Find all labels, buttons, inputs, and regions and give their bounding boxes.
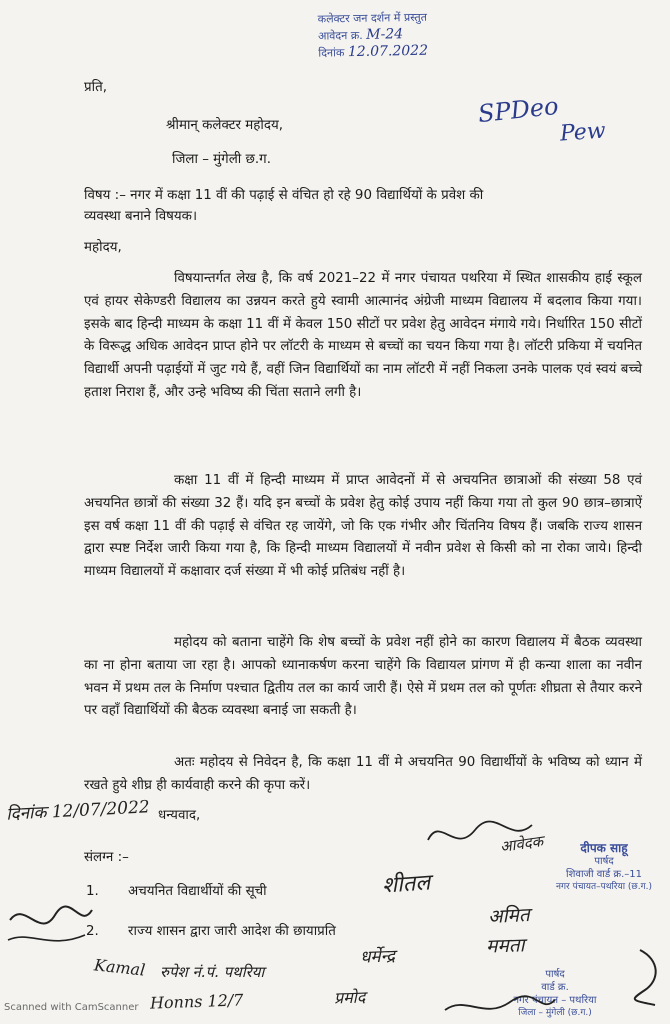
stamp-line-3 (318, 41, 508, 61)
greeting: महोदय, (84, 240, 122, 255)
paragraph-1-text: विषयान्तर्गत लेख है, कि वर्ष 2021–22 में नगर पंचायत पथरिया में स्थित शासकीय हाई स्कूल एवं हायर सेकेण्डरी विद्यालय का उन्नयन करते हुये स्वामी आत्मानंद अंग्रेजी माध्यम विद्यालय में बदलाव किया गया। इसके बाद हिन्दी माध्यम के कक्षा 11 वीं में केवल 150 सीटों पर प्रवेश हेतु आवेदन मंगाये गये। निर्धारित 150 सीटों के विरूद्ध अधिक आवेदन प्राप्त होने पर लॉटरी के माध्यम से बच्चों का चयन किया गया है। लॉटरी प्रकिया में चयनित विद्यार्थी अपनी पढ़ाईयों में जुट गये हैं, वहीं जिन विद्यार्थियों का नाम लॉटरी में नहीं निकला उनके पालक एवं स्वयं बच्चे हताश निराश हैं, और उन्हे भविष्य की चिंता सताने लगी है। (84, 271, 642, 400)
seal-2-role: पार्षद (545, 969, 565, 980)
paragraph-1 (84, 268, 642, 405)
subject-line-1: विषय :– नगर में कक्षा 11 वीं की पढ़ाई से वंचित हो रहे 90 विद्यार्थियों के प्रवेश की (84, 188, 484, 203)
signature-scribble-bottom (440, 990, 560, 1024)
signature-4: Kamal (93, 955, 147, 980)
addressee: श्रीमान् कलेक्टर महोदय, (166, 118, 283, 133)
attachment-1-number: 1. (86, 884, 99, 899)
subject-line-2: व्यवस्था बनाने विषयक। (84, 209, 198, 224)
receipt-stamp (318, 8, 509, 61)
attachment-2-number: 2. (86, 924, 99, 939)
signature-7: Honns 12/7 (149, 990, 244, 1013)
district: जिला – मुंगेली छ.ग. (172, 152, 271, 167)
signature-1: शीतल (381, 870, 432, 899)
applicant-label: आवेदक (498, 832, 545, 856)
seal-2-ward: वार्ड क्र. (541, 982, 569, 993)
stamp-date-label: दिनांक (318, 46, 345, 60)
signature-8: प्रमोद (333, 987, 366, 1008)
stamp-date-value: 12.07.2022 (347, 42, 429, 61)
attachment-2-text: राज्य शासन द्वारा जारी आदेश की छायाप्रति (128, 924, 336, 939)
stamp-application-number: M-24 (366, 26, 404, 43)
signature-scribble-top (420, 810, 540, 870)
scanner-watermark: Scanned with CamScanner (4, 1002, 139, 1013)
paragraph-2 (84, 470, 642, 584)
attachment-1-text: अचयनित विद्यार्थीयों की सूची (128, 884, 267, 899)
signature-scribble-left (0, 890, 100, 970)
seal-1-body: नगर पंचायत–पथरिया (छ.ग.) (555, 882, 653, 892)
stamp-application-label: आवेदन क्र. (317, 28, 363, 43)
handwritten-date: दिनांक 12/07/2022 (5, 797, 151, 825)
seal-2-body: नगर पंचायत – पथरिया (513, 995, 597, 1006)
signature-5: रुपेश नं.पं. पथरिया (160, 963, 265, 981)
paragraph-3-text: महोदय को बताना चाहेंगे कि शेष बच्चों के प्रवेश नहीं होने का कारण विद्यालय में बैठक व्यवस्था का ना होना बताया जा रहा है। आपको ध्यानाकर्षण करना चाहेंगे कि विद्यायल प्रांगण में ही कन्या शाला का नवीन भवन में प्रथम तल के निर्माण पश्चात द्वितीय तल का कार्य जारी हैं। ऐसे में प्रथम तल को पूर्णतः शीघ्रता से तैयार करने पर वहॉं विद्यार्थियों की बैठक व्यवस्था बनाई जा सकती है। (84, 635, 642, 719)
seal-1-role: पार्षद (594, 856, 614, 867)
seal-2-district: जिला – मुंगेली (छ.ग.) (518, 1008, 592, 1018)
paragraph-3 (84, 632, 642, 723)
stamp-line-1: कलेक्टर जन दर्शन में प्रस्तुत (317, 10, 428, 26)
prati-label: प्रति, (84, 80, 107, 95)
seal-1-name: दीपक साहू (580, 841, 628, 855)
margin-note-1: SPDeo (476, 91, 560, 129)
signature-6: धर्मेन्द्र (359, 946, 396, 968)
councillor-seal-1 (540, 842, 668, 894)
thanks: धन्यवाद, (158, 808, 201, 823)
seal-1-ward: शिवाजी वार्ड क्र.–11 (566, 869, 642, 880)
signature-3: ममता (485, 934, 525, 958)
signature-scribble-right (600, 940, 670, 1010)
margin-note-2: Pew (559, 118, 607, 147)
paragraph-4 (84, 752, 642, 798)
attachments-heading: संलग्न :– (84, 850, 129, 865)
paragraph-2-text: कक्षा 11 वीं में हिन्दी माध्यम में प्राप्त आवेदनों में से अचयनित छात्राओं की संख्या 58 एवं अचयनित छात्रों की संख्या 32 हैं। यदि इन बच्चों के प्रवेश हेतु कोई उपाय नहीं किया गया तो कुल 90 छात्र–छात्राऐं इस वर्ष कक्षा 11 वीं की पढ़ाई से वंचित रह जायेंगे, जो कि एक गंभीर और चिंतनिय विषय हैं। जबकि राज्य शासन द्वारा स्पष्ट निर्देश जारी किया गया है, कि हिन्दी माध्यम विद्यालयों में नवीन प्रवेश से किसी को ना रोका जाये। हिन्दी माध्यम विद्यालयों में कक्षावार दर्ज संख्या में भी कोई प्रतिबंध नहीं है। (84, 473, 642, 580)
paragraph-4-text: अतः महोदय से निवेदन है, कि कक्षा 11 वीं मे अचयनित 90 विद्यार्थीयों के भविष्य को ध्यान में रखते हुये शीघ्र ही कार्यवाही करने की कृपा करें। (84, 755, 642, 793)
signature-2: अमित (487, 903, 531, 929)
